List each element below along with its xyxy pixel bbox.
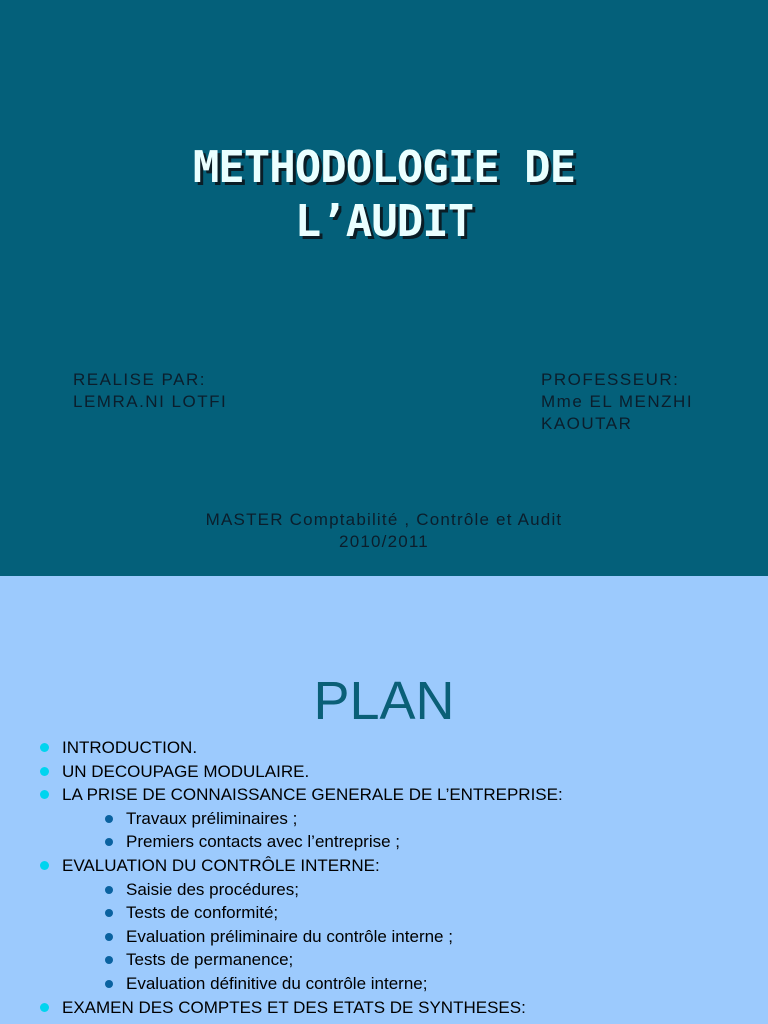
list-item-text: Tests de conformité; xyxy=(126,903,279,923)
professor-block xyxy=(541,369,693,435)
sub-bullet-icon xyxy=(105,909,113,917)
professor-name-line1: Mme EL MENZHI xyxy=(541,392,694,411)
list-item-text: Tests de permanence; xyxy=(126,950,294,970)
sub-list-item xyxy=(0,948,768,972)
author-block xyxy=(73,369,227,413)
list-item-text: Travaux préliminaires ; xyxy=(126,808,298,828)
list-item-text: Premiers contacts avec l’entreprise ; xyxy=(126,832,400,852)
list-item-text: LA PRISE DE CONNAISSANCE GENERALE DE L’ENTREPRISE: xyxy=(62,785,563,805)
plan-slide xyxy=(0,576,768,1024)
list-item-text: Evaluation préliminaire du contrôle interne ; xyxy=(126,926,453,946)
slide-title-line1: METHODOLOGIE DE xyxy=(192,142,576,193)
sub-bullet-icon xyxy=(105,838,113,846)
plan-title: PLAN xyxy=(313,671,455,731)
bullet-icon xyxy=(40,861,49,870)
list-item xyxy=(0,760,768,784)
list-item-text: INTRODUCTION. xyxy=(62,738,198,757)
sub-list-item xyxy=(0,925,768,949)
list-item-text: EXAMEN DES COMPTES ET DES ETATS DE SYNTHESES: xyxy=(62,997,526,1017)
professor-name-line2: KAOUTAR xyxy=(541,414,633,433)
sub-list-item xyxy=(0,830,768,854)
bullet-icon xyxy=(40,743,49,752)
academic-year: 2010/2011 xyxy=(339,532,429,551)
list-item xyxy=(0,736,768,760)
author-label: REALISE PAR: xyxy=(73,370,206,389)
program-name: MASTER Comptabilité , Contrôle et Audit xyxy=(205,510,563,529)
list-item-text: EVALUATION DU CONTRÔLE INTERNE: xyxy=(62,855,380,875)
sub-list-item xyxy=(0,807,768,831)
list-item-text: Saisie des procédures; xyxy=(126,879,299,899)
list-item xyxy=(0,996,768,1020)
plan-list xyxy=(0,736,768,1019)
sub-list-item xyxy=(0,972,768,996)
author-name: LEMRA.NI LOTFI xyxy=(73,392,228,411)
sub-list-item xyxy=(0,878,768,902)
slide-title-line2: L’AUDIT xyxy=(294,196,474,247)
bullet-icon xyxy=(40,1003,49,1012)
list-item xyxy=(0,854,768,878)
sub-bullet-icon xyxy=(105,886,113,894)
professor-label: PROFESSEUR: xyxy=(541,370,680,389)
bullet-icon xyxy=(40,790,49,799)
sub-bullet-icon xyxy=(105,956,113,964)
list-item xyxy=(0,783,768,807)
sub-bullet-icon xyxy=(105,980,113,988)
list-item-text: Evaluation définitive du contrôle interne; xyxy=(126,973,428,993)
list-item-text: UN DECOUPAGE MODULAIRE. xyxy=(62,761,310,781)
sub-bullet-icon xyxy=(105,933,113,941)
sub-list-item xyxy=(0,901,768,925)
bullet-icon xyxy=(40,767,49,776)
sub-bullet-icon xyxy=(105,815,113,823)
